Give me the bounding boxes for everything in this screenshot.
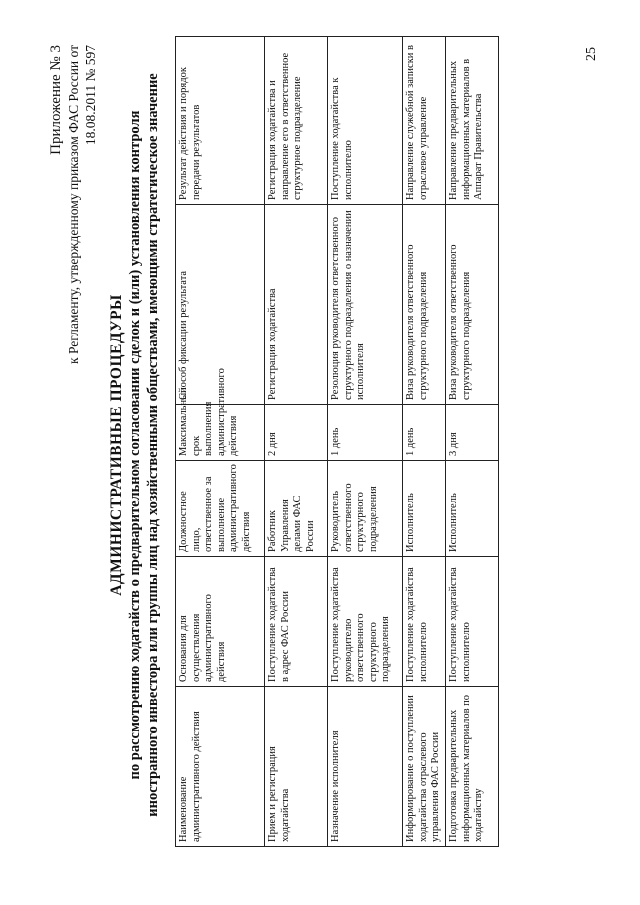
table-cell: Руководитель ответственного структурного подразделения [328, 461, 403, 557]
document-title [108, 45, 162, 845]
table-cell: 1 день [403, 405, 446, 461]
header-result: Результат действия и порядок передачи результатов [176, 37, 265, 205]
table-cell: Назначение исполнителя [328, 687, 403, 847]
table-row [265, 37, 328, 847]
table-cell: Работник Управления делами ФАС России [265, 461, 328, 557]
table-row [403, 37, 446, 847]
header-grounds: Основания для осуществления административного действия [176, 557, 265, 687]
table-header-row [176, 37, 265, 847]
header-action-name: Наименование административного действия [176, 687, 265, 847]
main-title: АДМИНИСТРАТИВНЫЕ ПРОЦЕДУРЫ [108, 294, 125, 596]
table-cell: Поступление ходатайства руководителю ответственного структурного подразделения [328, 557, 403, 687]
header-max-term: Максимальный срок выполнения административного действия [176, 405, 265, 461]
annex-reference: к Регламенту, утвержденному приказом ФАС России от 18.08.2011 № 597 [66, 45, 98, 364]
table-cell: Поступление ходатайства в адрес ФАС России [265, 557, 328, 687]
table-cell: Направление предварительных информационных материалов в Аппарат Правительства [446, 37, 499, 205]
title-line-2: по рассмотрению ходатайств о предварительном согласовании сделок и (или) установления контроля [127, 110, 143, 780]
table-cell: Резолюция руководителя ответственного структурного подразделения о назначении исполнителя [328, 205, 403, 405]
table-cell: Информирование о поступлении ходатайства отраслевого управления ФАС России [403, 687, 446, 847]
header-fixation-method: Способ фиксации результата [176, 205, 265, 405]
table-cell: Поступление ходатайства к исполнителю [328, 37, 403, 205]
table-cell: Виза руководителя ответственного структурного подразделения [403, 205, 446, 405]
table-row [446, 37, 499, 847]
table-cell: Регистрация ходатайства и направление его в ответственное структурное подразделение [265, 37, 328, 205]
table-cell: Направление служебной записки в отраслевое управление [403, 37, 446, 205]
table-cell: Поступление ходатайства исполнителю [403, 557, 446, 687]
table-cell: Поступление ходатайства исполнителю [446, 557, 499, 687]
title-line-3: иностранного инвестора или группы лиц над хозяйственными обществами, имеющими стратегическое значение [145, 73, 161, 817]
header-responsible-official: Должностное лицо, ответственное за выполнение административного действия [176, 461, 265, 557]
table-cell: Подготовка предварительных информационных материалов по ходатайству [446, 687, 499, 847]
annex-header [48, 45, 99, 415]
table-cell: Прием и регистрация ходатайства [265, 687, 328, 847]
annex-number: Приложение № 3 [48, 45, 64, 155]
page-number: 25 [584, 47, 599, 61]
procedures-table [175, 36, 499, 847]
table-cell: Регистрация ходатайства [265, 205, 328, 405]
table-cell: 2 дня [265, 405, 328, 461]
table-cell: 3 дня [446, 405, 499, 461]
table-cell: Исполнитель [403, 461, 446, 557]
table-cell: Исполнитель [446, 461, 499, 557]
table-cell: 1 день [328, 405, 403, 461]
table-row [328, 37, 403, 847]
table-cell: Виза руководителя ответственного структурного подразделения [446, 205, 499, 405]
